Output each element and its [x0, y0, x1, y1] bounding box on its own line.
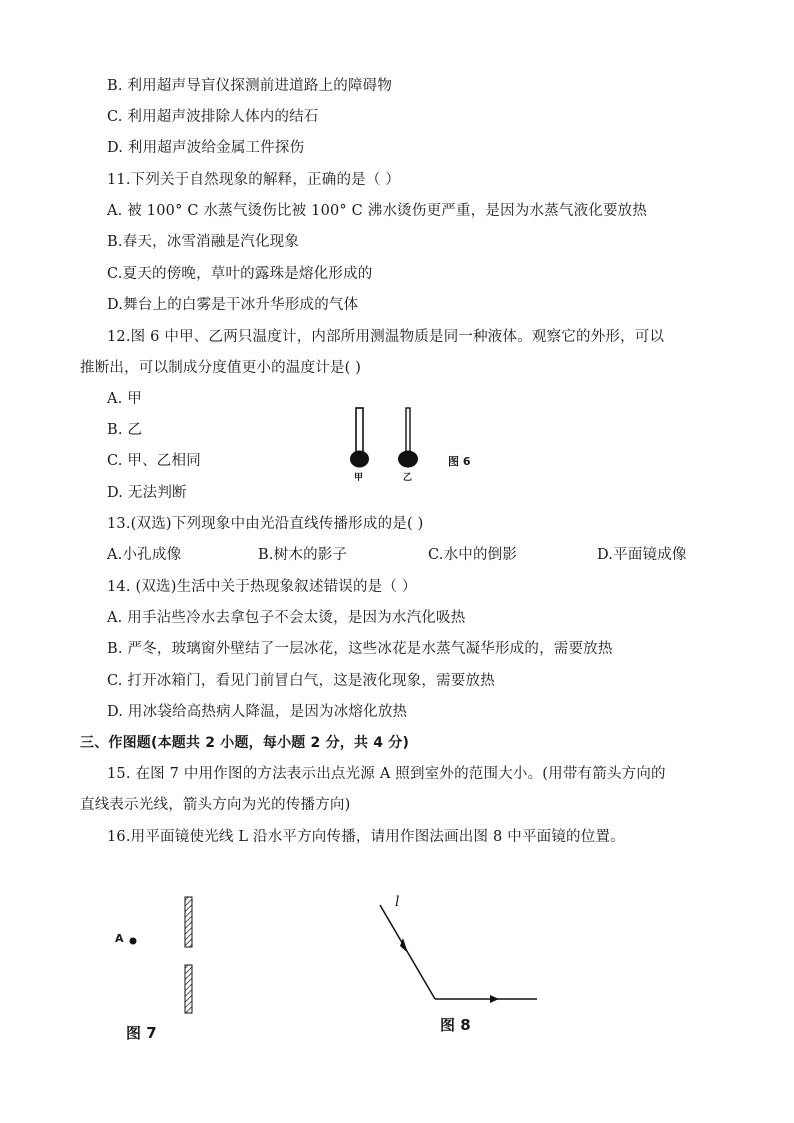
point-source-a-label: A [115, 932, 124, 945]
q16-line1: 16.用平面镜使光线 L 沿水平方向传播，请用作图法画出图 8 中平面镜的位置。 [107, 829, 625, 845]
figure-7 [110, 890, 220, 1050]
q11-option-d: D.舞台上的白雾是干冰升华形成的气体 [107, 297, 359, 313]
q11-option-c: C.夏天的傍晚，草叶的露珠是熔化形成的 [107, 266, 373, 282]
figure-7-label: 图 7 [126, 1024, 157, 1042]
q12-option-b: B. 乙 [107, 422, 143, 438]
figure-6-thermometers [340, 402, 490, 492]
q13-option-c: C.水中的倒影 [428, 547, 518, 563]
ray-l-label: l [395, 894, 400, 910]
q14-stem: 14. (双选)生活中关于热现象叙述错误的是（ ） [107, 579, 417, 595]
incident-ray [380, 905, 435, 999]
q15-line1: 15. 在图 7 中用作图的方法表示出点光源 A 照到室外的范围大小。(用带有箭头方向的 [107, 766, 666, 782]
thermometer-jia [350, 408, 369, 468]
q12-option-a: A. 甲 [107, 391, 142, 407]
thermometer-jia-label: 甲 [354, 473, 364, 483]
q11-option-b: B.春天，冰雪消融是汽化现象 [107, 234, 300, 250]
section-3-title: 三、作图题(本题共 2 小题，每小题 2 分，共 4 分) [80, 735, 410, 751]
q12-option-d: D. 无法判断 [107, 485, 187, 501]
q12-option-c: C. 甲、乙相同 [107, 453, 201, 469]
figure-8-label: 图 8 [440, 1016, 471, 1034]
q10-option-b: B. 利用超声导盲仪探测前进道路上的障碍物 [107, 78, 393, 94]
q14-option-c: C. 打开冰箱门，看见门前冒白气，这是液化现象，需要放热 [107, 673, 495, 689]
q13-option-d: D.平面镜成像 [597, 547, 687, 563]
q11-option-a: A. 被 100° C 水蒸气烫伤比被 100° C 沸水烫伤更严重，是因为水蒸气液化要放热 [107, 203, 648, 219]
wall-lower [185, 965, 192, 1013]
q10-option-c: C. 利用超声波排除人体内的结石 [107, 109, 319, 125]
q12-stem-line1: 12.图 6 中甲、乙两只温度计，内部所用测温物质是同一种液体。观察它的外形，可以 [107, 329, 665, 345]
figure-8 [370, 880, 550, 1040]
thermometer-yi-label: 乙 [403, 473, 413, 483]
q14-option-d: D. 用冰袋给高热病人降温，是因为冰熔化放热 [107, 704, 408, 720]
q10-option-d: D. 利用超声波给金属工件探伤 [107, 140, 305, 156]
q13-option-b: B.树木的影子 [258, 547, 348, 563]
thermometer-yi [398, 408, 418, 468]
q14-option-b: B. 严冬，玻璃窗外壁结了一层冰花，这些冰花是水蒸气凝华形成的，需要放热 [107, 641, 613, 657]
q14-option-a: A. 用手沾些冷水去拿包子不会太烫，是因为水汽化吸热 [107, 610, 466, 626]
figure-6-label: 图 6 [448, 455, 471, 468]
q12-stem-line2: 推断出，可以制成分度值更小的温度计是( ) [80, 360, 362, 376]
q13-stem: 13.(双选)下列现象中由光沿直线传播形成的是( ) [107, 516, 424, 532]
reflected-arrow-icon [490, 995, 499, 1003]
q15-line2: 直线表示光线，箭头方向为光的传播方向) [80, 797, 351, 813]
wall-upper [185, 897, 192, 947]
q13-option-a: A.小孔成像 [107, 547, 182, 563]
reflected-ray [435, 995, 537, 1003]
q11-stem: 11.下列关于自然现象的解释，正确的是（ ） [107, 172, 401, 188]
point-source-a [130, 938, 137, 945]
